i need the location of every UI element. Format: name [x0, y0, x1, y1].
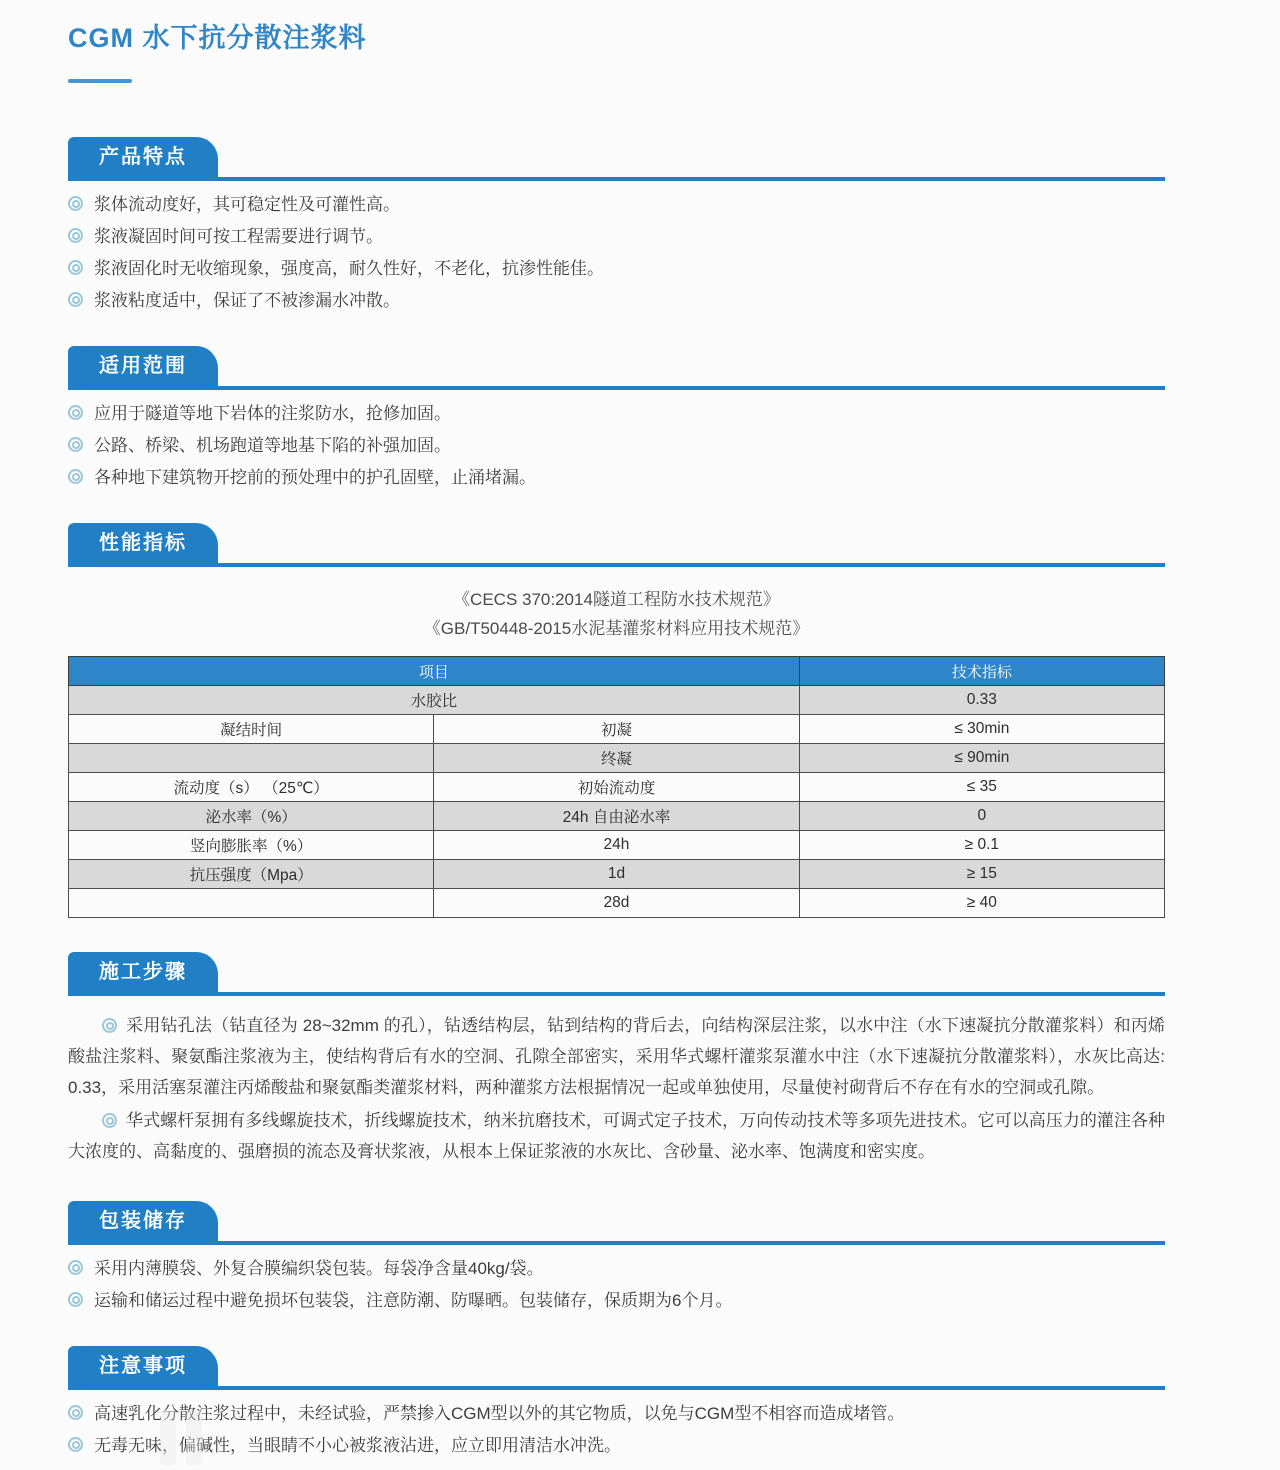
- section-badge-construction: 施工步骤: [68, 952, 218, 992]
- table-row: [69, 744, 1165, 773]
- section-notes: [68, 1346, 1165, 1457]
- column-header-item: 项目: [69, 657, 800, 686]
- paragraph: [68, 1010, 1165, 1103]
- bullet-ring-icon: [102, 1018, 117, 1033]
- cell-value: 0.33: [799, 686, 1164, 715]
- section-performance: [68, 523, 1165, 918]
- section-badge-packaging: 包装储存: [68, 1201, 218, 1241]
- standard-reference: 《CECS 370:2014隧道工程防水技术规范》: [453, 590, 780, 609]
- section-header-rule: [68, 1201, 1165, 1245]
- section-header-rule: [68, 137, 1165, 181]
- cell-item: 流动度（s） （25℃）: [69, 773, 434, 802]
- list-item-text: 浆液粘度适中，保证了不被渗漏水冲散。: [94, 291, 400, 310]
- performance-table: [68, 656, 1165, 918]
- bullet-ring-icon: [102, 1113, 117, 1128]
- section-features: [68, 137, 1165, 312]
- table-row: [69, 860, 1165, 889]
- list-item: [68, 466, 1165, 489]
- features-list: [68, 193, 1165, 312]
- table-row: [69, 802, 1165, 831]
- table-row: [69, 773, 1165, 802]
- standards-references: [68, 585, 1165, 643]
- construction-paragraphs: [68, 1010, 1165, 1167]
- section-construction: [68, 952, 1165, 1167]
- bullet-ring-icon: [68, 1405, 83, 1420]
- paragraph-text: 采用钻孔法（钻直径为 28~32mm 的孔），钻透结构层，钻到结构的背后去，向结构深层注浆，以水中注（水下速凝抗分散灌浆料）和丙烯酸盐注浆料、聚氨酯注浆液为主，使结构背后有水的空洞、孔隙全部密实，采用华式螺杆灌浆泵灌水中注（水下速凝抗分散灌浆料），水灰比高达: 0.33，采用活塞泵灌注丙烯酸盐和聚氨酯类灌浆材料，两种灌浆方法根据情况一起或单独使用，尽量使衬砌背后不存在有水的空洞或孔隙。: [68, 1016, 1165, 1097]
- section-badge-notes: 注意事项: [68, 1346, 218, 1386]
- cell-item: 水胶比: [69, 686, 800, 715]
- bullet-ring-icon: [68, 196, 83, 211]
- list-item-text: 无毒无味，偏碱性，当眼睛不小心被浆液沾进，应立即用清洁水冲洗。: [94, 1436, 621, 1455]
- table-row: [69, 715, 1165, 744]
- list-item-text: 浆液凝固时间可按工程需要进行调节。: [94, 227, 383, 246]
- list-item: [68, 1434, 1165, 1457]
- section-packaging: [68, 1201, 1165, 1312]
- cell-value: ≤ 35: [799, 773, 1164, 802]
- table-row: [69, 831, 1165, 860]
- cell-sub: 28d: [434, 889, 799, 918]
- cell-item: 抗压强度（Mpa）: [69, 860, 434, 889]
- notes-list: [68, 1402, 1165, 1457]
- page-title: CGM 水下抗分散注浆料: [68, 23, 367, 53]
- list-item-text: 公路、桥梁、机场跑道等地基下陷的补强加固。: [94, 436, 451, 455]
- section-badge-performance: 性能指标: [68, 523, 218, 563]
- list-item-text: 高速乳化分散注浆过程中，未经试验，严禁掺入CGM型以外的其它物质，以免与CGM型不相容而造成堵管。: [94, 1404, 905, 1423]
- list-item-text: 各种地下建筑物开挖前的预处理中的护孔固壁，止涌堵漏。: [94, 468, 536, 487]
- list-item-text: 浆液固化时无收缩现象，强度高，耐久性好，不老化，抗渗性能佳。: [94, 259, 604, 278]
- section-header-rule: [68, 952, 1165, 996]
- bullet-ring-icon: [68, 292, 83, 307]
- packaging-list: [68, 1257, 1165, 1312]
- cell-sub: 初凝: [434, 715, 799, 744]
- cell-value: ≥ 40: [799, 889, 1164, 918]
- section-header-rule: [68, 523, 1165, 567]
- list-item: [68, 1289, 1165, 1312]
- section-header-rule: [68, 1346, 1165, 1390]
- list-item-text: 应用于隧道等地下岩体的注浆防水，抢修加固。: [94, 404, 451, 423]
- standard-reference: 《GB/T50448-2015水泥基灌浆材料应用技术规范》: [423, 619, 810, 638]
- cell-value: ≥ 15: [799, 860, 1164, 889]
- section-scope: [68, 346, 1165, 489]
- cell-sub: 初始流动度: [434, 773, 799, 802]
- bullet-ring-icon: [68, 469, 83, 484]
- list-item: [68, 225, 1165, 248]
- scope-list: [68, 402, 1165, 489]
- section-badge-scope: 适用范围: [68, 346, 218, 386]
- bullet-ring-icon: [68, 228, 83, 243]
- cell-value: ≤ 30min: [799, 715, 1164, 744]
- list-item: [68, 1402, 1165, 1425]
- bullet-ring-icon: [68, 1292, 83, 1307]
- bullet-ring-icon: [68, 1260, 83, 1275]
- table-row: [69, 889, 1165, 918]
- cell-sub: 24h: [434, 831, 799, 860]
- cell-item: [69, 744, 434, 773]
- bullet-ring-icon: [68, 437, 83, 452]
- cell-sub: 1d: [434, 860, 799, 889]
- cell-item: 竖向膨胀率（%）: [69, 831, 434, 860]
- bullet-ring-icon: [68, 1437, 83, 1452]
- bullet-ring-icon: [68, 405, 83, 420]
- list-item: [68, 193, 1165, 216]
- list-item-text: 运输和储运过程中避免损坏包装袋，注意防潮、防曝晒。包装储存，保质期为6个月。: [94, 1291, 733, 1310]
- cell-value: ≥ 0.1: [799, 831, 1164, 860]
- paragraph-text: 华式螺杆泵拥有多线螺旋技术，折线螺旋技术，纳米抗磨技术，可调式定子技术，万向传动技术等多项先进技术。它可以高压力的灌注各种大浓度的、高黏度的、强磨损的流态及膏状浆液，从根本上保证浆液的水灰比、含砂量、泌水率、饱满度和密实度。: [68, 1111, 1165, 1161]
- list-item: [68, 257, 1165, 280]
- cell-item: 凝结时间: [69, 715, 434, 744]
- list-item-text: 浆体流动度好，其可稳定性及可灌性高。: [94, 195, 400, 214]
- table-row: [69, 686, 1165, 715]
- list-item: [68, 402, 1165, 425]
- section-badge-features: 产品特点: [68, 137, 218, 177]
- cell-sub: 24h 自由泌水率: [434, 802, 799, 831]
- table-header-row: [69, 657, 1165, 686]
- cell-item: 泌水率（%）: [69, 802, 434, 831]
- list-item-text: 采用内薄膜袋、外复合膜编织袋包装。每袋净含量40kg/袋。: [94, 1259, 544, 1278]
- cell-sub: 终凝: [434, 744, 799, 773]
- bullet-ring-icon: [68, 260, 83, 275]
- cell-item: [69, 889, 434, 918]
- list-item: [68, 434, 1165, 457]
- cell-value: ≤ 90min: [799, 744, 1164, 773]
- title-underline-decoration: [68, 79, 132, 83]
- column-header-indicator: 技术指标: [799, 657, 1164, 686]
- paragraph: [68, 1105, 1165, 1167]
- list-item: [68, 289, 1165, 312]
- section-header-rule: [68, 346, 1165, 390]
- cell-value: 0: [799, 802, 1164, 831]
- list-item: [68, 1257, 1165, 1280]
